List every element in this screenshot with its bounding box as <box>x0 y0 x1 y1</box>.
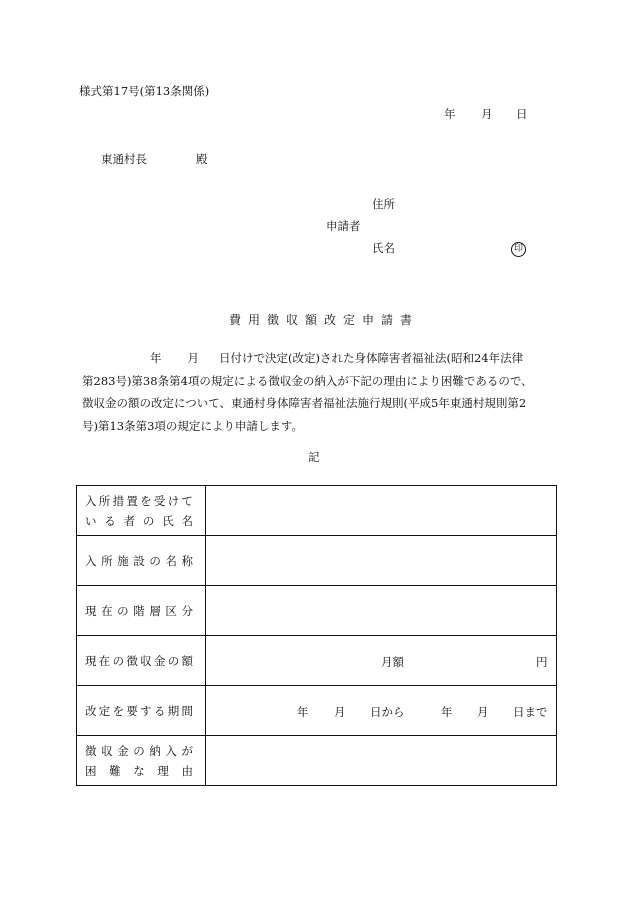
row-label-hardship-reason <box>77 736 206 786</box>
date-year: 年 <box>444 107 456 121</box>
name-label: 氏名 <box>372 241 395 255</box>
addressee-name: 東通村長 <box>101 152 147 166</box>
ki-heading: 記 <box>308 450 320 464</box>
revision-period-field[interactable] <box>206 686 557 736</box>
hardship-reason-field[interactable] <box>206 736 557 786</box>
period-year-to: 年 <box>441 705 453 719</box>
seal-mark <box>511 242 526 257</box>
body-line-1-rest: 日付けで決定(改定)された身体障害者福祉法(昭和24年法律 <box>219 351 524 365</box>
date-day: 日 <box>516 107 528 121</box>
facility-name-field[interactable] <box>206 536 557 586</box>
period-year-from: 年 <box>297 705 309 719</box>
period-month-from: 月 <box>334 705 346 719</box>
row-label-facility-name <box>77 536 206 586</box>
addressee-honorific: 殿 <box>196 152 208 166</box>
body-month: 月 <box>187 351 199 365</box>
application-table <box>76 485 557 786</box>
table-row <box>77 636 557 686</box>
table-row <box>77 486 557 536</box>
applicant-label: 申請者 <box>326 219 361 233</box>
monthly-label: 月額 <box>381 655 404 669</box>
row-label-revision-period <box>77 686 206 736</box>
yen-label: 円 <box>536 655 548 669</box>
row-label-resident-name <box>77 486 206 536</box>
label-line: 徴収金の納入が <box>85 743 193 758</box>
body-line-3: 徴収金の額の改定について、東通村身体障害者福祉法施行規則(平成5年東通村規則第2 <box>82 396 527 410</box>
body-line-1 <box>82 347 552 370</box>
row-label-current-tier <box>77 586 206 636</box>
label-line: 困難な理由 <box>85 763 193 778</box>
period-until: 日まで <box>513 705 548 719</box>
form-number: 様式第17号(第13条関係) <box>79 84 210 98</box>
resident-name-field[interactable] <box>206 486 557 536</box>
row-label-current-amount <box>77 636 206 686</box>
table-row <box>77 686 557 736</box>
date-month: 月 <box>481 107 493 121</box>
current-tier-field[interactable] <box>206 586 557 636</box>
label-line: 現在の徴収金の額 <box>85 653 193 668</box>
body-text <box>82 347 552 437</box>
table-row <box>77 586 557 636</box>
body-line-2: 第283号)第38条第4項の規定による徴収金の納入が下記の理由により困難であるので、 <box>82 373 533 388</box>
address-label: 住所 <box>372 197 395 211</box>
seal-icon: 印 <box>511 242 526 257</box>
label-line: 入所措置を受けて <box>85 493 193 508</box>
table-row <box>77 736 557 786</box>
label-line: 現在の階層区分 <box>85 603 193 618</box>
body-line-4: 号)第13条第3項の規定により申請します。 <box>82 418 304 433</box>
period-from: 日から <box>370 705 405 719</box>
label-line: 入所施設の名称 <box>85 553 193 568</box>
document-title: 費用徴収額改定申請書 <box>229 313 420 327</box>
body-year: 年 <box>150 351 162 365</box>
label-line: 改定を要する期間 <box>85 703 193 718</box>
label-line: いる者の氏名 <box>85 513 193 528</box>
table-row <box>77 536 557 586</box>
current-amount-field[interactable] <box>206 636 557 686</box>
period-month-to: 月 <box>477 705 489 719</box>
